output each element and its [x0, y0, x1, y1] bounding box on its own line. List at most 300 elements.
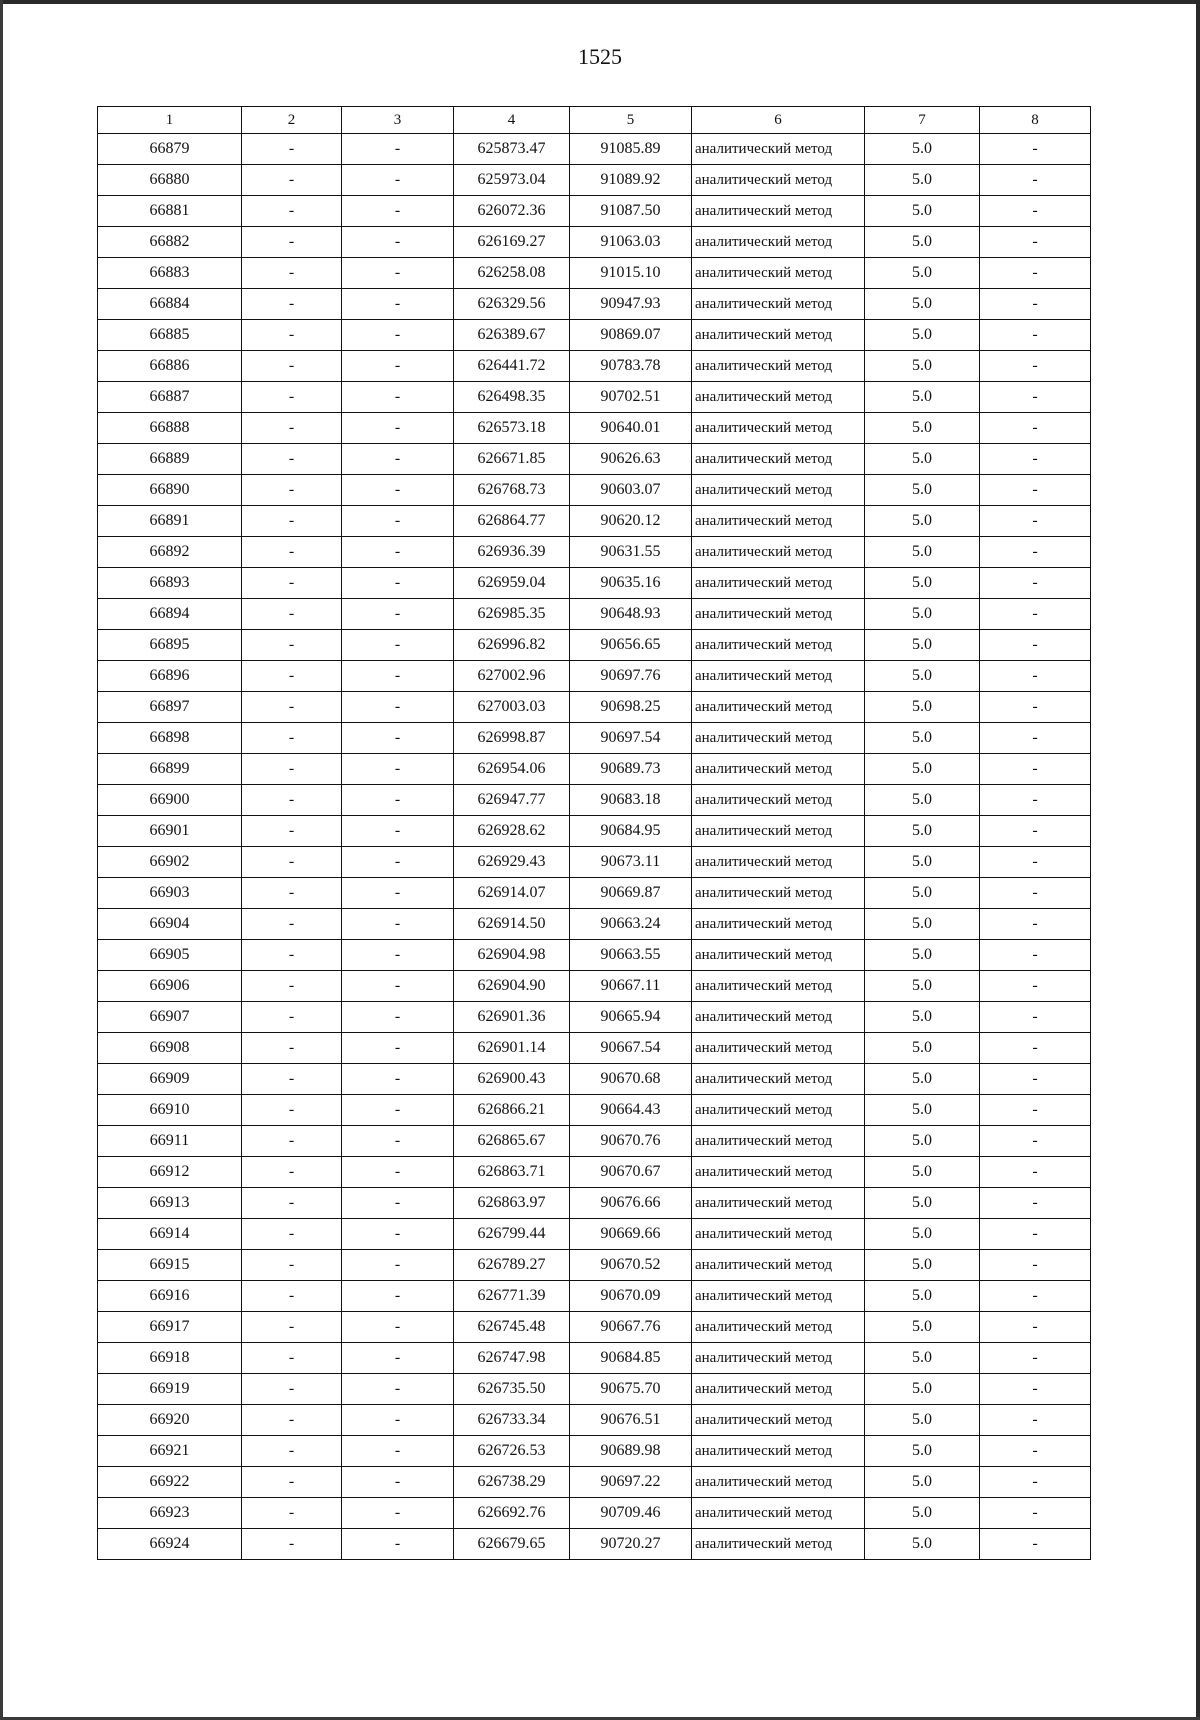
method-cell: аналитический метод: [692, 599, 865, 630]
y-coordinate-cell: 90667.11: [570, 971, 692, 1002]
accuracy-cell: 5.0: [865, 940, 980, 971]
y-coordinate-cell: 90665.94: [570, 1002, 692, 1033]
col3-cell: -: [342, 1033, 454, 1064]
point-number-cell: 66924: [98, 1529, 242, 1560]
col2-cell: -: [242, 1436, 342, 1467]
point-number-cell: 66897: [98, 692, 242, 723]
col3-cell: -: [342, 1312, 454, 1343]
table-row: [98, 1064, 1091, 1095]
col3-cell: -: [342, 1498, 454, 1529]
col2-cell: -: [242, 971, 342, 1002]
method-cell: аналитический метод: [692, 537, 865, 568]
method-cell: аналитический метод: [692, 1405, 865, 1436]
col3-cell: -: [342, 1343, 454, 1374]
table-row: [98, 506, 1091, 537]
col3-cell: -: [342, 971, 454, 1002]
method-cell: аналитический метод: [692, 1064, 865, 1095]
table-row: [98, 1219, 1091, 1250]
point-number-cell: 66893: [98, 568, 242, 599]
col8-cell: -: [980, 1405, 1091, 1436]
col8-cell: -: [980, 1498, 1091, 1529]
point-number-cell: 66923: [98, 1498, 242, 1529]
col2-cell: -: [242, 568, 342, 599]
point-number-cell: 66910: [98, 1095, 242, 1126]
col2-cell: -: [242, 1498, 342, 1529]
col2-cell: -: [242, 723, 342, 754]
point-number-cell: 66916: [98, 1281, 242, 1312]
accuracy-cell: 5.0: [865, 227, 980, 258]
y-coordinate-cell: 90663.55: [570, 940, 692, 971]
col3-cell: -: [342, 816, 454, 847]
col2-cell: -: [242, 289, 342, 320]
x-coordinate-cell: 626914.50: [454, 909, 570, 940]
col8-cell: -: [980, 1157, 1091, 1188]
accuracy-cell: 5.0: [865, 971, 980, 1002]
table-row: [98, 413, 1091, 444]
point-number-cell: 66882: [98, 227, 242, 258]
col8-cell: -: [980, 134, 1091, 165]
table-row: [98, 1436, 1091, 1467]
y-coordinate-cell: 90783.78: [570, 351, 692, 382]
accuracy-cell: 5.0: [865, 1343, 980, 1374]
col2-cell: -: [242, 599, 342, 630]
col3-cell: -: [342, 196, 454, 227]
col3-cell: -: [342, 165, 454, 196]
x-coordinate-cell: 626947.77: [454, 785, 570, 816]
column-header: 7: [865, 107, 980, 134]
col8-cell: -: [980, 661, 1091, 692]
method-cell: аналитический метод: [692, 196, 865, 227]
point-number-cell: 66906: [98, 971, 242, 1002]
x-coordinate-cell: 626735.50: [454, 1374, 570, 1405]
y-coordinate-cell: 90664.43: [570, 1095, 692, 1126]
accuracy-cell: 5.0: [865, 258, 980, 289]
table-row: [98, 1467, 1091, 1498]
table-row: [98, 444, 1091, 475]
point-number-cell: 66895: [98, 630, 242, 661]
col3-cell: -: [342, 537, 454, 568]
point-number-cell: 66887: [98, 382, 242, 413]
col8-cell: -: [980, 351, 1091, 382]
method-cell: аналитический метод: [692, 1529, 865, 1560]
y-coordinate-cell: 90709.46: [570, 1498, 692, 1529]
accuracy-cell: 5.0: [865, 1064, 980, 1095]
y-coordinate-cell: 91085.89: [570, 134, 692, 165]
col8-cell: -: [980, 1343, 1091, 1374]
y-coordinate-cell: 90603.07: [570, 475, 692, 506]
col2-cell: -: [242, 227, 342, 258]
col8-cell: -: [980, 413, 1091, 444]
col2-cell: -: [242, 258, 342, 289]
col8-cell: -: [980, 1374, 1091, 1405]
x-coordinate-cell: 626771.39: [454, 1281, 570, 1312]
col8-cell: -: [980, 320, 1091, 351]
point-number-cell: 66921: [98, 1436, 242, 1467]
col8-cell: -: [980, 537, 1091, 568]
col3-cell: -: [342, 444, 454, 475]
col3-cell: -: [342, 568, 454, 599]
y-coordinate-cell: 90684.95: [570, 816, 692, 847]
col2-cell: -: [242, 1467, 342, 1498]
table-row: [98, 537, 1091, 568]
y-coordinate-cell: 90648.93: [570, 599, 692, 630]
point-number-cell: 66899: [98, 754, 242, 785]
col8-cell: -: [980, 1188, 1091, 1219]
method-cell: аналитический метод: [692, 289, 865, 320]
x-coordinate-cell: 626745.48: [454, 1312, 570, 1343]
col2-cell: -: [242, 351, 342, 382]
col3-cell: -: [342, 1095, 454, 1126]
col3-cell: -: [342, 723, 454, 754]
y-coordinate-cell: 90640.01: [570, 413, 692, 444]
accuracy-cell: 5.0: [865, 568, 980, 599]
method-cell: аналитический метод: [692, 382, 865, 413]
col2-cell: -: [242, 1529, 342, 1560]
x-coordinate-cell: 626865.67: [454, 1126, 570, 1157]
col2-cell: -: [242, 1188, 342, 1219]
accuracy-cell: 5.0: [865, 475, 980, 506]
col2-cell: -: [242, 1002, 342, 1033]
x-coordinate-cell: 626900.43: [454, 1064, 570, 1095]
col3-cell: -: [342, 909, 454, 940]
accuracy-cell: 5.0: [865, 1095, 980, 1126]
x-coordinate-cell: 626998.87: [454, 723, 570, 754]
col2-cell: -: [242, 1064, 342, 1095]
col2-cell: -: [242, 1095, 342, 1126]
y-coordinate-cell: 90667.54: [570, 1033, 692, 1064]
accuracy-cell: 5.0: [865, 1033, 980, 1064]
accuracy-cell: 5.0: [865, 1529, 980, 1560]
point-number-cell: 66879: [98, 134, 242, 165]
point-number-cell: 66904: [98, 909, 242, 940]
table-row: [98, 1312, 1091, 1343]
column-header: 6: [692, 107, 865, 134]
table-row: [98, 1405, 1091, 1436]
y-coordinate-cell: 90702.51: [570, 382, 692, 413]
col3-cell: -: [342, 1188, 454, 1219]
table-row: [98, 599, 1091, 630]
x-coordinate-cell: 626929.43: [454, 847, 570, 878]
accuracy-cell: 5.0: [865, 909, 980, 940]
table-row: [98, 134, 1091, 165]
y-coordinate-cell: 90689.73: [570, 754, 692, 785]
col3-cell: -: [342, 754, 454, 785]
col2-cell: -: [242, 661, 342, 692]
point-number-cell: 66890: [98, 475, 242, 506]
table-row: [98, 940, 1091, 971]
table-row: [98, 754, 1091, 785]
col8-cell: -: [980, 1436, 1091, 1467]
col8-cell: -: [980, 1064, 1091, 1095]
point-number-cell: 66894: [98, 599, 242, 630]
accuracy-cell: 5.0: [865, 1219, 980, 1250]
point-number-cell: 66920: [98, 1405, 242, 1436]
accuracy-cell: 5.0: [865, 816, 980, 847]
accuracy-cell: 5.0: [865, 1436, 980, 1467]
point-number-cell: 66915: [98, 1250, 242, 1281]
point-number-cell: 66886: [98, 351, 242, 382]
accuracy-cell: 5.0: [865, 351, 980, 382]
method-cell: аналитический метод: [692, 940, 865, 971]
x-coordinate-cell: 626733.34: [454, 1405, 570, 1436]
table-row: [98, 258, 1091, 289]
x-coordinate-cell: 626389.67: [454, 320, 570, 351]
col3-cell: -: [342, 1436, 454, 1467]
accuracy-cell: 5.0: [865, 320, 980, 351]
table-row: [98, 1157, 1091, 1188]
x-coordinate-cell: 625973.04: [454, 165, 570, 196]
scan-edge-left: [0, 0, 3, 1720]
col3-cell: -: [342, 1374, 454, 1405]
point-number-cell: 66917: [98, 1312, 242, 1343]
point-number-cell: 66892: [98, 537, 242, 568]
x-coordinate-cell: 626789.27: [454, 1250, 570, 1281]
point-number-cell: 66912: [98, 1157, 242, 1188]
table-row: [98, 1529, 1091, 1560]
point-number-cell: 66922: [98, 1467, 242, 1498]
y-coordinate-cell: 90656.65: [570, 630, 692, 661]
y-coordinate-cell: 90689.98: [570, 1436, 692, 1467]
point-number-cell: 66889: [98, 444, 242, 475]
col2-cell: -: [242, 754, 342, 785]
y-coordinate-cell: 90670.09: [570, 1281, 692, 1312]
col8-cell: -: [980, 227, 1091, 258]
col8-cell: -: [980, 971, 1091, 1002]
col3-cell: -: [342, 258, 454, 289]
col2-cell: -: [242, 1033, 342, 1064]
x-coordinate-cell: 626671.85: [454, 444, 570, 475]
accuracy-cell: 5.0: [865, 599, 980, 630]
table-row: [98, 847, 1091, 878]
method-cell: аналитический метод: [692, 1126, 865, 1157]
method-cell: аналитический метод: [692, 971, 865, 1002]
col8-cell: -: [980, 816, 1091, 847]
table-row: [98, 1343, 1091, 1374]
method-cell: аналитический метод: [692, 1033, 865, 1064]
accuracy-cell: 5.0: [865, 413, 980, 444]
col2-cell: -: [242, 1219, 342, 1250]
accuracy-cell: 5.0: [865, 1002, 980, 1033]
table-row: [98, 630, 1091, 661]
col2-cell: -: [242, 1343, 342, 1374]
x-coordinate-cell: 626726.53: [454, 1436, 570, 1467]
point-number-cell: 66881: [98, 196, 242, 227]
col2-cell: -: [242, 382, 342, 413]
point-number-cell: 66888: [98, 413, 242, 444]
y-coordinate-cell: 90684.85: [570, 1343, 692, 1374]
table-row: [98, 723, 1091, 754]
y-coordinate-cell: 90670.76: [570, 1126, 692, 1157]
method-cell: аналитический метод: [692, 1095, 865, 1126]
col2-cell: -: [242, 165, 342, 196]
col3-cell: -: [342, 1529, 454, 1560]
table-body: [98, 134, 1091, 1560]
y-coordinate-cell: 90676.51: [570, 1405, 692, 1436]
table-row: [98, 196, 1091, 227]
col3-cell: -: [342, 940, 454, 971]
table-row: [98, 816, 1091, 847]
col2-cell: -: [242, 847, 342, 878]
accuracy-cell: 5.0: [865, 630, 980, 661]
col2-cell: -: [242, 413, 342, 444]
col3-cell: -: [342, 878, 454, 909]
col3-cell: -: [342, 599, 454, 630]
col8-cell: -: [980, 1467, 1091, 1498]
y-coordinate-cell: 90631.55: [570, 537, 692, 568]
accuracy-cell: 5.0: [865, 1374, 980, 1405]
x-coordinate-cell: 626904.98: [454, 940, 570, 971]
column-header: 3: [342, 107, 454, 134]
x-coordinate-cell: 626914.07: [454, 878, 570, 909]
point-number-cell: 66918: [98, 1343, 242, 1374]
table-row: [98, 1188, 1091, 1219]
x-coordinate-cell: 626901.36: [454, 1002, 570, 1033]
y-coordinate-cell: 90669.87: [570, 878, 692, 909]
col8-cell: -: [980, 165, 1091, 196]
method-cell: аналитический метод: [692, 909, 865, 940]
y-coordinate-cell: 90675.70: [570, 1374, 692, 1405]
point-number-cell: 66898: [98, 723, 242, 754]
col3-cell: -: [342, 351, 454, 382]
x-coordinate-cell: 626863.71: [454, 1157, 570, 1188]
table-row: [98, 289, 1091, 320]
x-coordinate-cell: 626901.14: [454, 1033, 570, 1064]
table-row: [98, 382, 1091, 413]
accuracy-cell: 5.0: [865, 785, 980, 816]
col8-cell: -: [980, 258, 1091, 289]
table-row: [98, 227, 1091, 258]
x-coordinate-cell: 626747.98: [454, 1343, 570, 1374]
point-number-cell: 66891: [98, 506, 242, 537]
method-cell: аналитический метод: [692, 506, 865, 537]
point-number-cell: 66914: [98, 1219, 242, 1250]
col2-cell: -: [242, 506, 342, 537]
y-coordinate-cell: 90697.22: [570, 1467, 692, 1498]
method-cell: аналитический метод: [692, 1188, 865, 1219]
accuracy-cell: 5.0: [865, 847, 980, 878]
y-coordinate-cell: 91015.10: [570, 258, 692, 289]
accuracy-cell: 5.0: [865, 1312, 980, 1343]
col3-cell: -: [342, 506, 454, 537]
col2-cell: -: [242, 1126, 342, 1157]
x-coordinate-cell: 626928.62: [454, 816, 570, 847]
x-coordinate-cell: 626936.39: [454, 537, 570, 568]
accuracy-cell: 5.0: [865, 661, 980, 692]
table-row: [98, 351, 1091, 382]
x-coordinate-cell: 626996.82: [454, 630, 570, 661]
coordinates-table: [97, 106, 1091, 1560]
table-row: [98, 568, 1091, 599]
method-cell: аналитический метод: [692, 568, 865, 599]
col3-cell: -: [342, 320, 454, 351]
x-coordinate-cell: 627003.03: [454, 692, 570, 723]
table-row: [98, 878, 1091, 909]
y-coordinate-cell: 90947.93: [570, 289, 692, 320]
accuracy-cell: 5.0: [865, 506, 980, 537]
point-number-cell: 66913: [98, 1188, 242, 1219]
col2-cell: -: [242, 1312, 342, 1343]
y-coordinate-cell: 90667.76: [570, 1312, 692, 1343]
col2-cell: -: [242, 940, 342, 971]
col3-cell: -: [342, 1281, 454, 1312]
col8-cell: -: [980, 475, 1091, 506]
accuracy-cell: 5.0: [865, 537, 980, 568]
accuracy-cell: 5.0: [865, 134, 980, 165]
column-header: 8: [980, 107, 1091, 134]
table-header-row: [98, 107, 1091, 134]
y-coordinate-cell: 90698.25: [570, 692, 692, 723]
y-coordinate-cell: 90673.11: [570, 847, 692, 878]
y-coordinate-cell: 90635.16: [570, 568, 692, 599]
point-number-cell: 66908: [98, 1033, 242, 1064]
point-number-cell: 66905: [98, 940, 242, 971]
y-coordinate-cell: 90663.24: [570, 909, 692, 940]
method-cell: аналитический метод: [692, 1157, 865, 1188]
table-row: [98, 1281, 1091, 1312]
x-coordinate-cell: 626692.76: [454, 1498, 570, 1529]
col8-cell: -: [980, 723, 1091, 754]
method-cell: аналитический метод: [692, 754, 865, 785]
y-coordinate-cell: 91087.50: [570, 196, 692, 227]
method-cell: аналитический метод: [692, 444, 865, 475]
col8-cell: -: [980, 568, 1091, 599]
method-cell: аналитический метод: [692, 1467, 865, 1498]
x-coordinate-cell: 625873.47: [454, 134, 570, 165]
col3-cell: -: [342, 1250, 454, 1281]
method-cell: аналитический метод: [692, 723, 865, 754]
y-coordinate-cell: 90869.07: [570, 320, 692, 351]
accuracy-cell: 5.0: [865, 878, 980, 909]
col3-cell: -: [342, 134, 454, 165]
col3-cell: -: [342, 661, 454, 692]
method-cell: аналитический метод: [692, 1343, 865, 1374]
point-number-cell: 66900: [98, 785, 242, 816]
col2-cell: -: [242, 692, 342, 723]
x-coordinate-cell: 626768.73: [454, 475, 570, 506]
col8-cell: -: [980, 382, 1091, 413]
accuracy-cell: 5.0: [865, 1467, 980, 1498]
accuracy-cell: 5.0: [865, 1250, 980, 1281]
table-row: [98, 320, 1091, 351]
col3-cell: -: [342, 289, 454, 320]
accuracy-cell: 5.0: [865, 1498, 980, 1529]
col3-cell: -: [342, 382, 454, 413]
table-row: [98, 475, 1091, 506]
x-coordinate-cell: 626799.44: [454, 1219, 570, 1250]
col8-cell: -: [980, 1250, 1091, 1281]
col2-cell: -: [242, 630, 342, 661]
x-coordinate-cell: 626258.08: [454, 258, 570, 289]
method-cell: аналитический метод: [692, 258, 865, 289]
col8-cell: -: [980, 1529, 1091, 1560]
table-row: [98, 785, 1091, 816]
x-coordinate-cell: 626573.18: [454, 413, 570, 444]
accuracy-cell: 5.0: [865, 1157, 980, 1188]
y-coordinate-cell: 90620.12: [570, 506, 692, 537]
col2-cell: -: [242, 134, 342, 165]
col8-cell: -: [980, 1002, 1091, 1033]
col3-cell: -: [342, 1064, 454, 1095]
table-row: [98, 909, 1091, 940]
col3-cell: -: [342, 1126, 454, 1157]
table-row: [98, 1498, 1091, 1529]
point-number-cell: 66903: [98, 878, 242, 909]
accuracy-cell: 5.0: [865, 754, 980, 785]
accuracy-cell: 5.0: [865, 1188, 980, 1219]
col8-cell: -: [980, 909, 1091, 940]
col8-cell: -: [980, 630, 1091, 661]
accuracy-cell: 5.0: [865, 444, 980, 475]
